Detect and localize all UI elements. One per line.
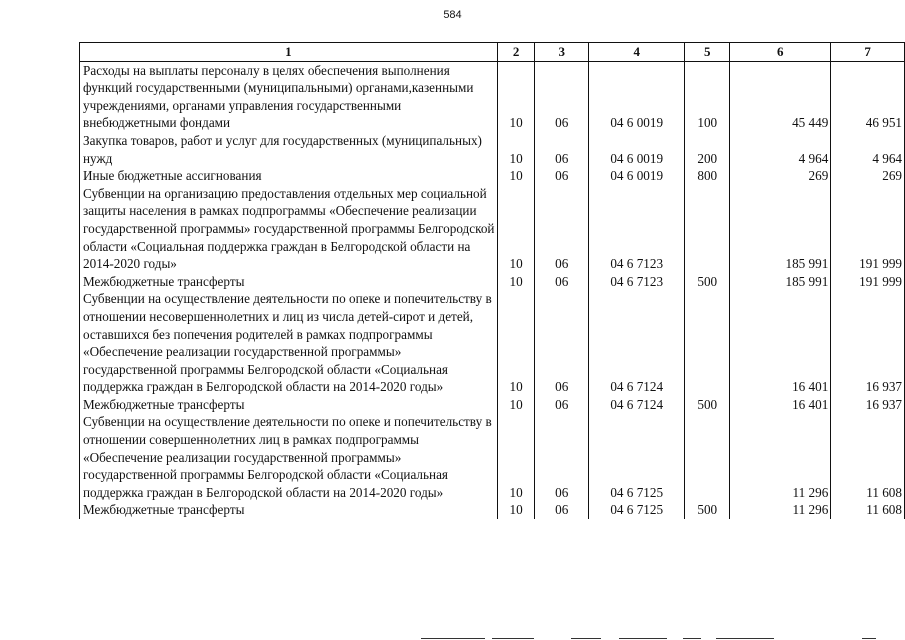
budget-table — [79, 42, 905, 519]
row-sum-year-1: 185 991 — [730, 185, 831, 273]
row-expense-type: 100 — [685, 61, 730, 132]
row-sum-year-1: 4 964 — [730, 132, 831, 167]
row-target-article: 04 6 7124 — [588, 396, 684, 414]
row-sum-year-1: 185 991 — [730, 273, 831, 291]
column-header-target-article: 4 — [588, 43, 684, 62]
row-subsection: 06 — [535, 501, 588, 519]
row-description: Закупка товаров, работ и услуг для государственных (муниципальных) нужд — [80, 132, 498, 167]
row-subsection: 06 — [535, 185, 588, 273]
row-sum-year-2: 46 951 — [831, 61, 905, 132]
row-section: 10 — [497, 290, 535, 396]
table-row — [80, 501, 905, 519]
row-target-article: 04 6 0019 — [588, 167, 684, 185]
row-sum-year-1: 269 — [730, 167, 831, 185]
row-sum-year-2: 11 608 — [831, 413, 905, 501]
row-sum-year-2: 16 937 — [831, 396, 905, 414]
row-expense-type: 800 — [685, 167, 730, 185]
row-sum-year-2: 11 608 — [831, 501, 905, 519]
row-description: Субвенции на осуществление деятельности по опеке и попечительству в отношении несовершеннолетних и лиц из числа детей-сирот и детей, оставшихся без попечения родителей в рамках подпрограммы «Обеспечение реализации государственной программы» государственной программы Белгородской области «Социальная поддержка граждан в Белгородской области на 2014-2020 годы» — [80, 290, 498, 396]
row-subsection: 06 — [535, 396, 588, 414]
row-sum-year-2: 191 999 — [831, 185, 905, 273]
row-section: 10 — [497, 396, 535, 414]
table-row — [80, 273, 905, 291]
row-description: Межбюджетные трансферты — [80, 396, 498, 414]
row-section: 10 — [497, 501, 535, 519]
page-number: 584 — [443, 9, 462, 21]
column-header-section: 2 — [497, 43, 535, 62]
row-subsection: 06 — [535, 167, 588, 185]
column-header-sum-year-1: 6 — [730, 43, 831, 62]
row-target-article: 04 6 7125 — [588, 413, 684, 501]
row-expense-type: 500 — [685, 396, 730, 414]
scan-edge-marks — [0, 636, 905, 640]
row-target-article: 04 6 7125 — [588, 501, 684, 519]
row-description: Иные бюджетные ассигнования — [80, 167, 498, 185]
table-row — [80, 167, 905, 185]
row-section: 10 — [497, 61, 535, 132]
row-target-article: 04 6 7124 — [588, 290, 684, 396]
table-row — [80, 185, 905, 273]
column-header-sum-year-2: 7 — [831, 43, 905, 62]
row-sum-year-1: 11 296 — [730, 501, 831, 519]
table-row — [80, 132, 905, 167]
row-target-article: 04 6 0019 — [588, 61, 684, 132]
header-row — [80, 43, 905, 62]
table-row — [80, 413, 905, 501]
row-sum-year-1: 45 449 — [730, 61, 831, 132]
table-row — [80, 290, 905, 396]
row-sum-year-1: 16 401 — [730, 396, 831, 414]
row-sum-year-2: 191 999 — [831, 273, 905, 291]
row-expense-type: 500 — [685, 273, 730, 291]
row-expense-type: 500 — [685, 501, 730, 519]
table-body — [80, 61, 905, 519]
row-subsection: 06 — [535, 413, 588, 501]
column-header-description: 1 — [80, 43, 498, 62]
row-sum-year-2: 269 — [831, 167, 905, 185]
table-row — [80, 396, 905, 414]
row-description: Межбюджетные трансферты — [80, 501, 498, 519]
row-expense-type: 200 — [685, 132, 730, 167]
row-sum-year-1: 11 296 — [730, 413, 831, 501]
row-sum-year-1: 16 401 — [730, 290, 831, 396]
row-subsection: 06 — [535, 132, 588, 167]
row-target-article: 04 6 7123 — [588, 273, 684, 291]
column-header-subsection: 3 — [535, 43, 588, 62]
row-sum-year-2: 4 964 — [831, 132, 905, 167]
row-description: Субвенции на организацию предоставления отдельных мер социальной защиты населения в рамках подпрограммы «Обеспечение реализации государственной программы» государственной программы Белгородской области «Социальная поддержка граждан в Белгородской области на 2014-2020 годы» — [80, 185, 498, 273]
row-section: 10 — [497, 273, 535, 291]
table-row — [80, 61, 905, 132]
row-section: 10 — [497, 185, 535, 273]
row-sum-year-2: 16 937 — [831, 290, 905, 396]
row-description: Межбюджетные трансферты — [80, 273, 498, 291]
row-section: 10 — [497, 132, 535, 167]
row-expense-type — [685, 290, 730, 396]
row-target-article: 04 6 0019 — [588, 132, 684, 167]
row-description: Субвенции на осуществление деятельности по опеке и попечительству в отношении совершеннолетних лиц в рамках подпрограммы «Обеспечение реализации государственной программы» государственной программы Белгородской области «Социальная поддержка граждан в Белгородской области на 2014-2020 годы» — [80, 413, 498, 501]
row-subsection: 06 — [535, 273, 588, 291]
row-subsection: 06 — [535, 61, 588, 132]
row-expense-type — [685, 413, 730, 501]
row-subsection: 06 — [535, 290, 588, 396]
row-expense-type — [685, 185, 730, 273]
row-description: Расходы на выплаты персоналу в целях обеспечения выполнения функций государственными (муниципальными) органами,казенными учреждениями, органами управления государственными внебюджетными фондами — [80, 61, 498, 132]
column-header-expense-type: 5 — [685, 43, 730, 62]
row-target-article: 04 6 7123 — [588, 185, 684, 273]
row-section: 10 — [497, 167, 535, 185]
row-section: 10 — [497, 413, 535, 501]
